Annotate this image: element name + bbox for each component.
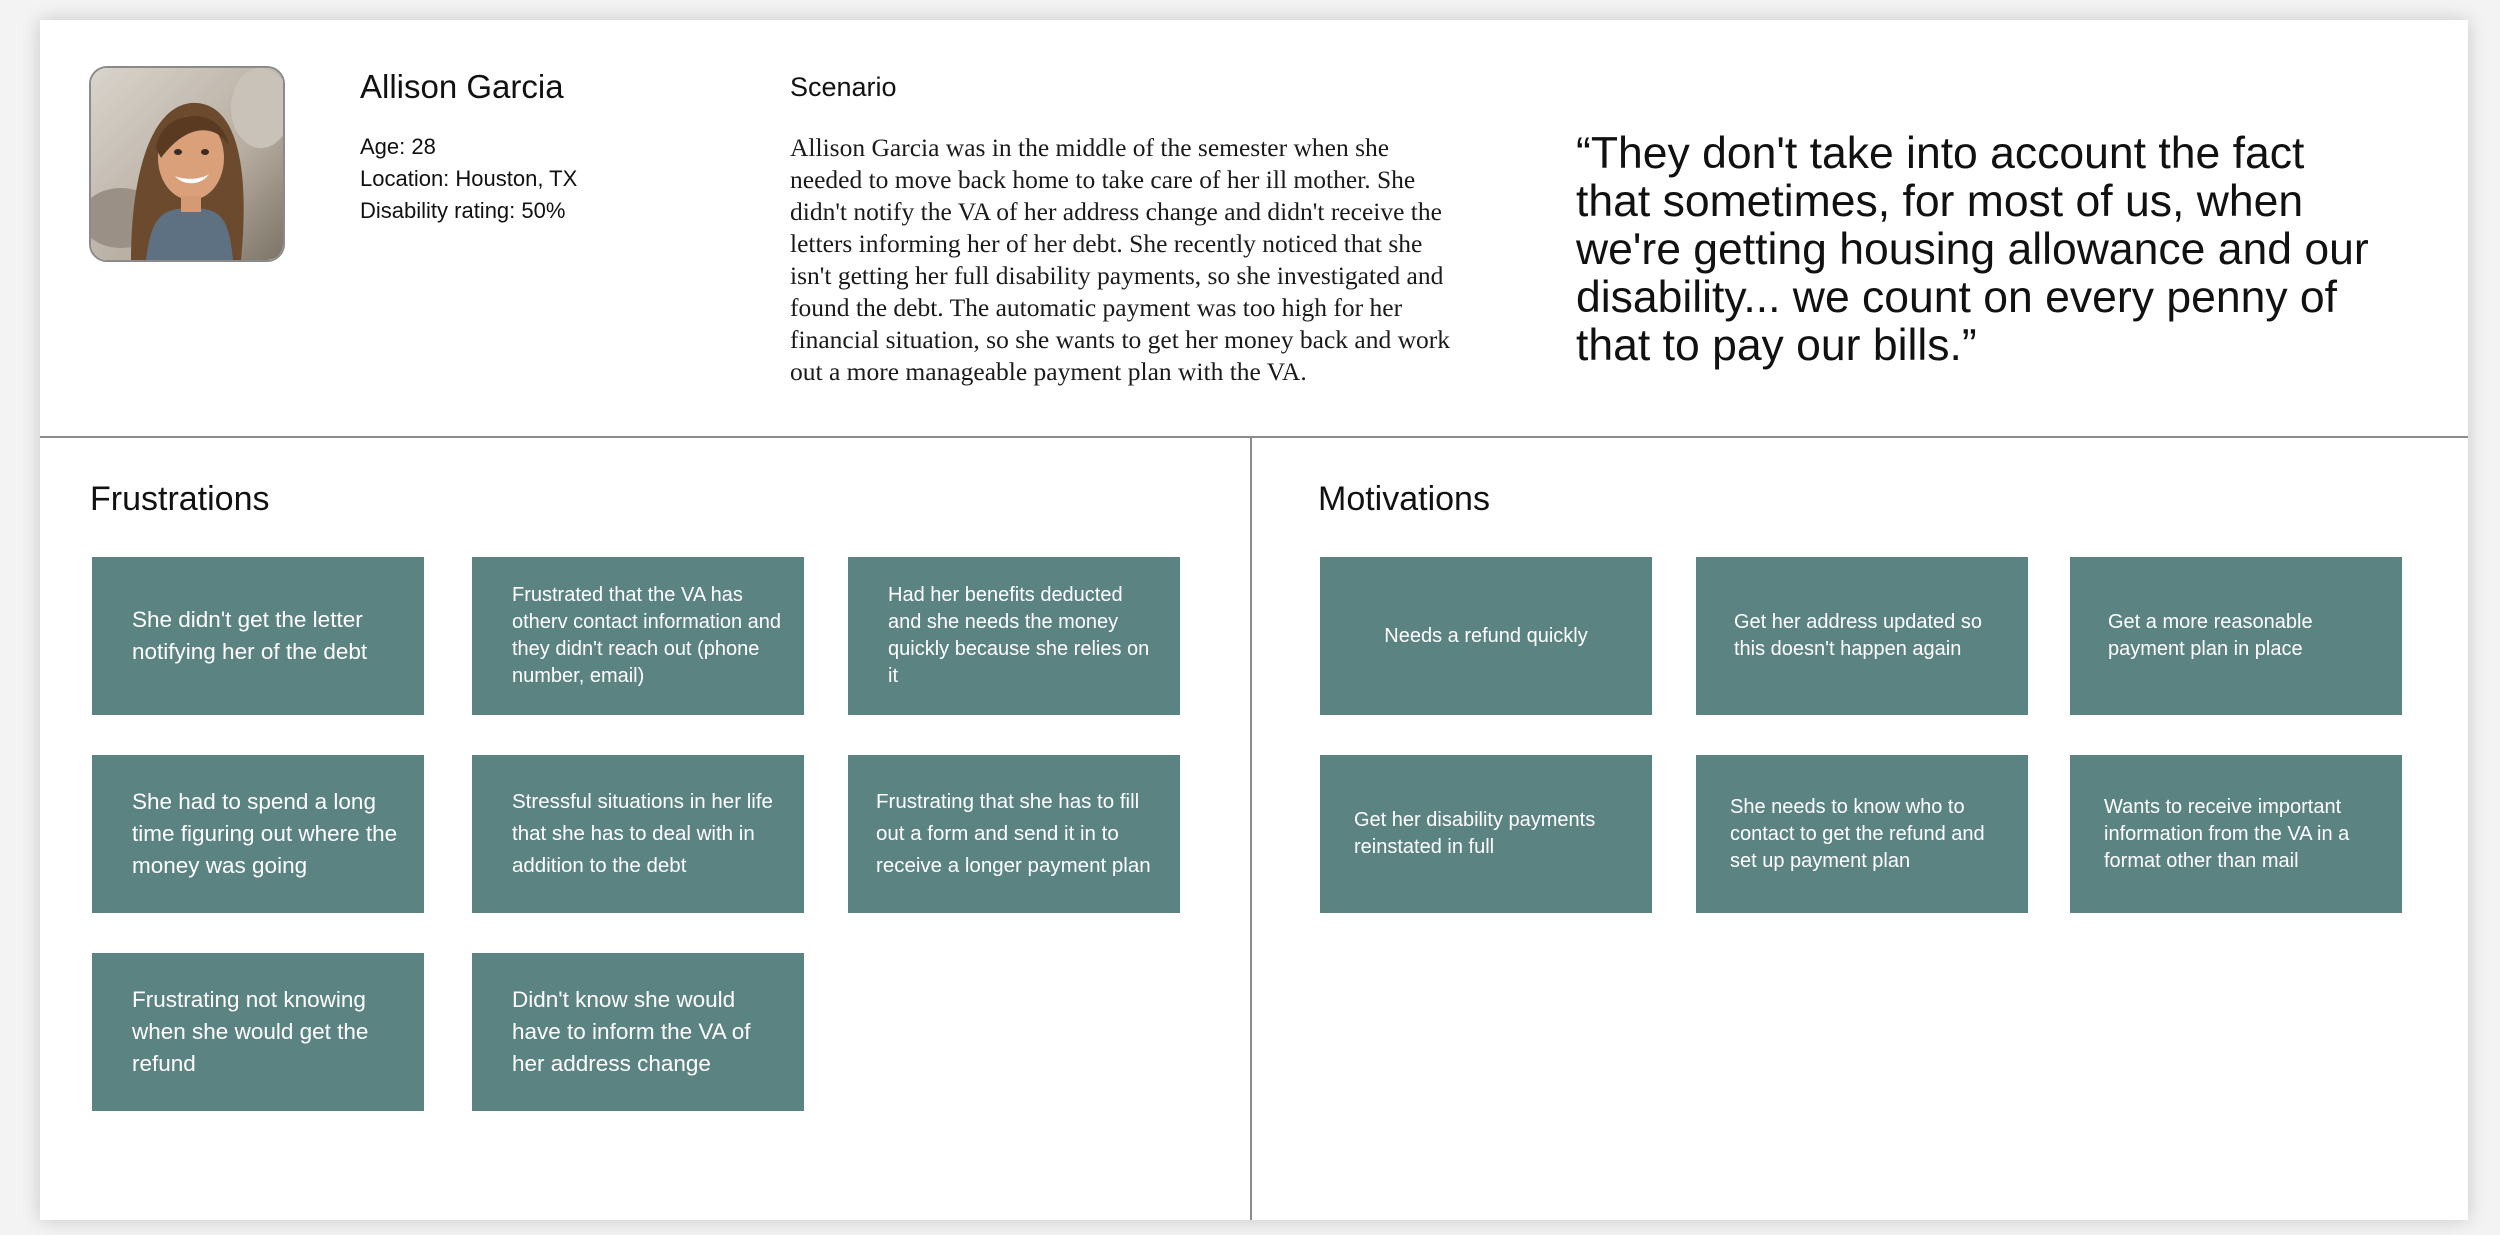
persona-age: Age: 28 bbox=[360, 134, 436, 159]
frustration-card: Had her benefits deducted and she needs the money quickly because she relies on it bbox=[848, 557, 1180, 715]
frustration-card: She didn't get the letter notifying her of the debt bbox=[92, 557, 424, 715]
motivation-card: Get her address updated so this doesn't happen again bbox=[1696, 557, 2028, 715]
scenario-text: Allison Garcia was in the middle of the semester when she needed to move back home to take care of her ill mother. She didn't notify the VA of her address change and didn't receive the letters informing her of her debt. She recently noticed that she isn't getting her full disability payments, so she investigated and found the debt. The automatic payment was too high for her financial situation, so she wants to get her money back and work out a more manageable payment plan with the VA. bbox=[790, 133, 1450, 386]
frustration-card: Frustrating that she has to fill out a form and send it in to receive a longer payment plan bbox=[848, 755, 1180, 913]
avatar-photo-icon bbox=[91, 68, 283, 260]
motivation-card: She needs to know who to contact to get the refund and set up payment plan bbox=[1696, 755, 2028, 913]
persona-name: Allison Garcia bbox=[360, 68, 564, 105]
motivations-title: Motivations bbox=[1318, 480, 1490, 518]
frustrations-title: Frustrations bbox=[90, 480, 270, 518]
persona-board bbox=[40, 20, 2468, 1220]
frustration-card: Frustrated that the VA has otherv contact information and they didn't reach out (phone number, email) bbox=[472, 557, 804, 715]
motivation-card: Get a more reasonable payment plan in place bbox=[2070, 557, 2402, 715]
persona-quote: “They don't take into account the fact that sometimes, for most of us, when we're getting housing allowance and our disability... we count on every penny of that to pay our bills.” bbox=[1576, 129, 2369, 370]
persona-disability-rating: Disability rating: 50% bbox=[360, 198, 566, 223]
motivation-card: Needs a refund quickly bbox=[1320, 557, 1652, 715]
horizontal-divider bbox=[40, 436, 2468, 438]
frustration-card: Stressful situations in her life that she has to deal with in addition to the debt bbox=[472, 755, 804, 913]
avatar bbox=[89, 66, 285, 262]
vertical-divider bbox=[1250, 438, 1252, 1220]
frustration-card: Didn't know she would have to inform the VA of her address change bbox=[472, 953, 804, 1111]
motivation-card: Get her disability payments reinstated in full bbox=[1320, 755, 1652, 913]
frustration-card: She had to spend a long time figuring out where the money was going bbox=[92, 755, 424, 913]
persona-location: Location: Houston, TX bbox=[360, 166, 578, 191]
motivation-card: Wants to receive important information from the VA in a format other than mail bbox=[2070, 755, 2402, 913]
scenario-title: Scenario bbox=[790, 72, 897, 102]
frustration-card: Frustrating not knowing when she would get the refund bbox=[92, 953, 424, 1111]
